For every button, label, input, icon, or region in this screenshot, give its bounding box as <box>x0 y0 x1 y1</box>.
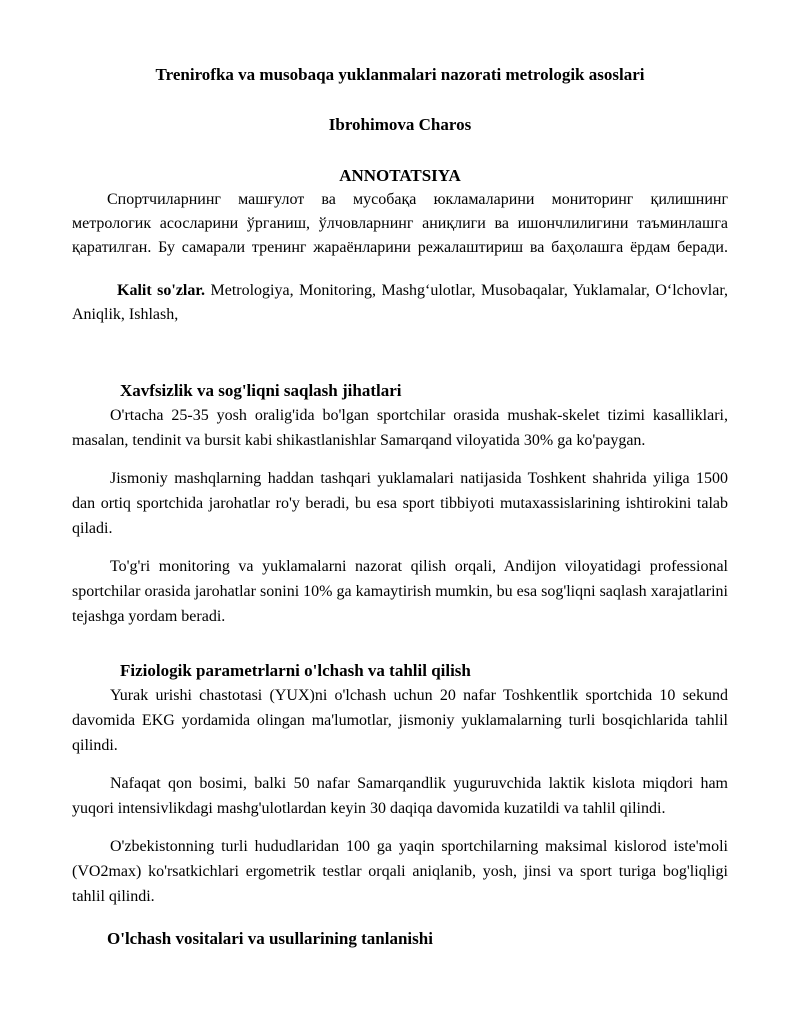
document-title: Trenirofka va musobaqa yuklanmalari nazorati metrologik asoslari <box>155 65 645 84</box>
section-heading-physiological-parameters: Fiziologik parametrlarni o'lchash va tahlil qilish <box>120 661 471 680</box>
keywords-text: Metrologiya, Monitoring, Mashgʻulotlar, Musobaqalar, Yuklamalar, Oʻlchovlar, Aniqlik, Ishlash, <box>72 282 729 323</box>
paragraph-vo2max-tests: O'zbekistonning turli hududlaridan 100 ga yaqin sportchilarning maksimal kislorod iste'moli (VO2max) ko'rsatkichlari ergometrik testlar orqali aniqlanib, yosh, jinsi va sport turiga bog'liqligi tahlil qilindi. <box>72 838 728 905</box>
annotation-heading: ANNOTATSIYA <box>339 166 461 185</box>
section-heading-safety-health: Xavfsizlik va sog'liqni saqlash jihatlari <box>120 381 402 400</box>
paragraph-injury-increase: O'rtacha 25-35 yosh oralig'ida bo'lgan sportchilar orasida mushak-skelet tizimi kasalliklari, masalan, tendinit va bursit kabi shikastlanishlar Samarqand viloyatida 30% ga ko'paygan. <box>72 407 728 449</box>
section-heading-measurement-tools: O'lchash vositalari va usullarining tanlanishi <box>107 929 433 948</box>
keywords-label: Kalit so'zlar. <box>117 282 206 299</box>
paragraph-blood-pressure-lactate: Nafaqat qon bosimi, balki 50 nafar Samarqandlik yuguruvchida laktik kislota miqdori ham yuqori intensivlikdagi mashg'ulotlardan keyin 30 daqiqa davomida kuzatildi va tahlil qilindi. <box>72 775 728 817</box>
paragraph-monitoring-benefit: To'g'ri monitoring va yuklamalarni nazorat qilish orqali, Andijon viloyatidagi professional sportchilar orasida jarohatlar sonini 10% ga kamaytirish mumkin, bu esa sog'liqni saqlash xarajatlarini tejashga yordam beradi. <box>72 558 728 625</box>
author-name: Ibrohimova Charos <box>328 115 472 134</box>
keywords-paragraph <box>72 279 728 327</box>
paragraph-heart-rate-ekg: Yurak urishi chastotasi (YUX)ni o'lchash uchun 20 nafar Toshkentlik sportchida 10 sekund davomida EKG yordamida olingan ma'lumotlar, jismoniy yuklamalarning turli bosqichlarida tahlil qilindi. <box>72 687 728 754</box>
paragraph-overload-injuries: Jismoniy mashqlarning haddan tashqari yuklamalari natijasida Toshkent shahrida yiliga 1500 dan ortiq sportchida jarohatlar ro'y beradi, bu esa sport tibbiyoti mutaxassislarining ishtirokini talab qiladi. <box>72 470 728 537</box>
annotation-paragraph: Спортчиларнинг машғулот ва мусобақа юкламаларини мониторинг қилишнинг метрологик асосларини ўрганиш, ўлчовларнинг аниқлиги ва ишончлилигини таъминлашга қаратилган. Бу самарали тренинг жараёнларини режалаштириш ва баҳолашга ёрдам беради. <box>72 191 728 256</box>
